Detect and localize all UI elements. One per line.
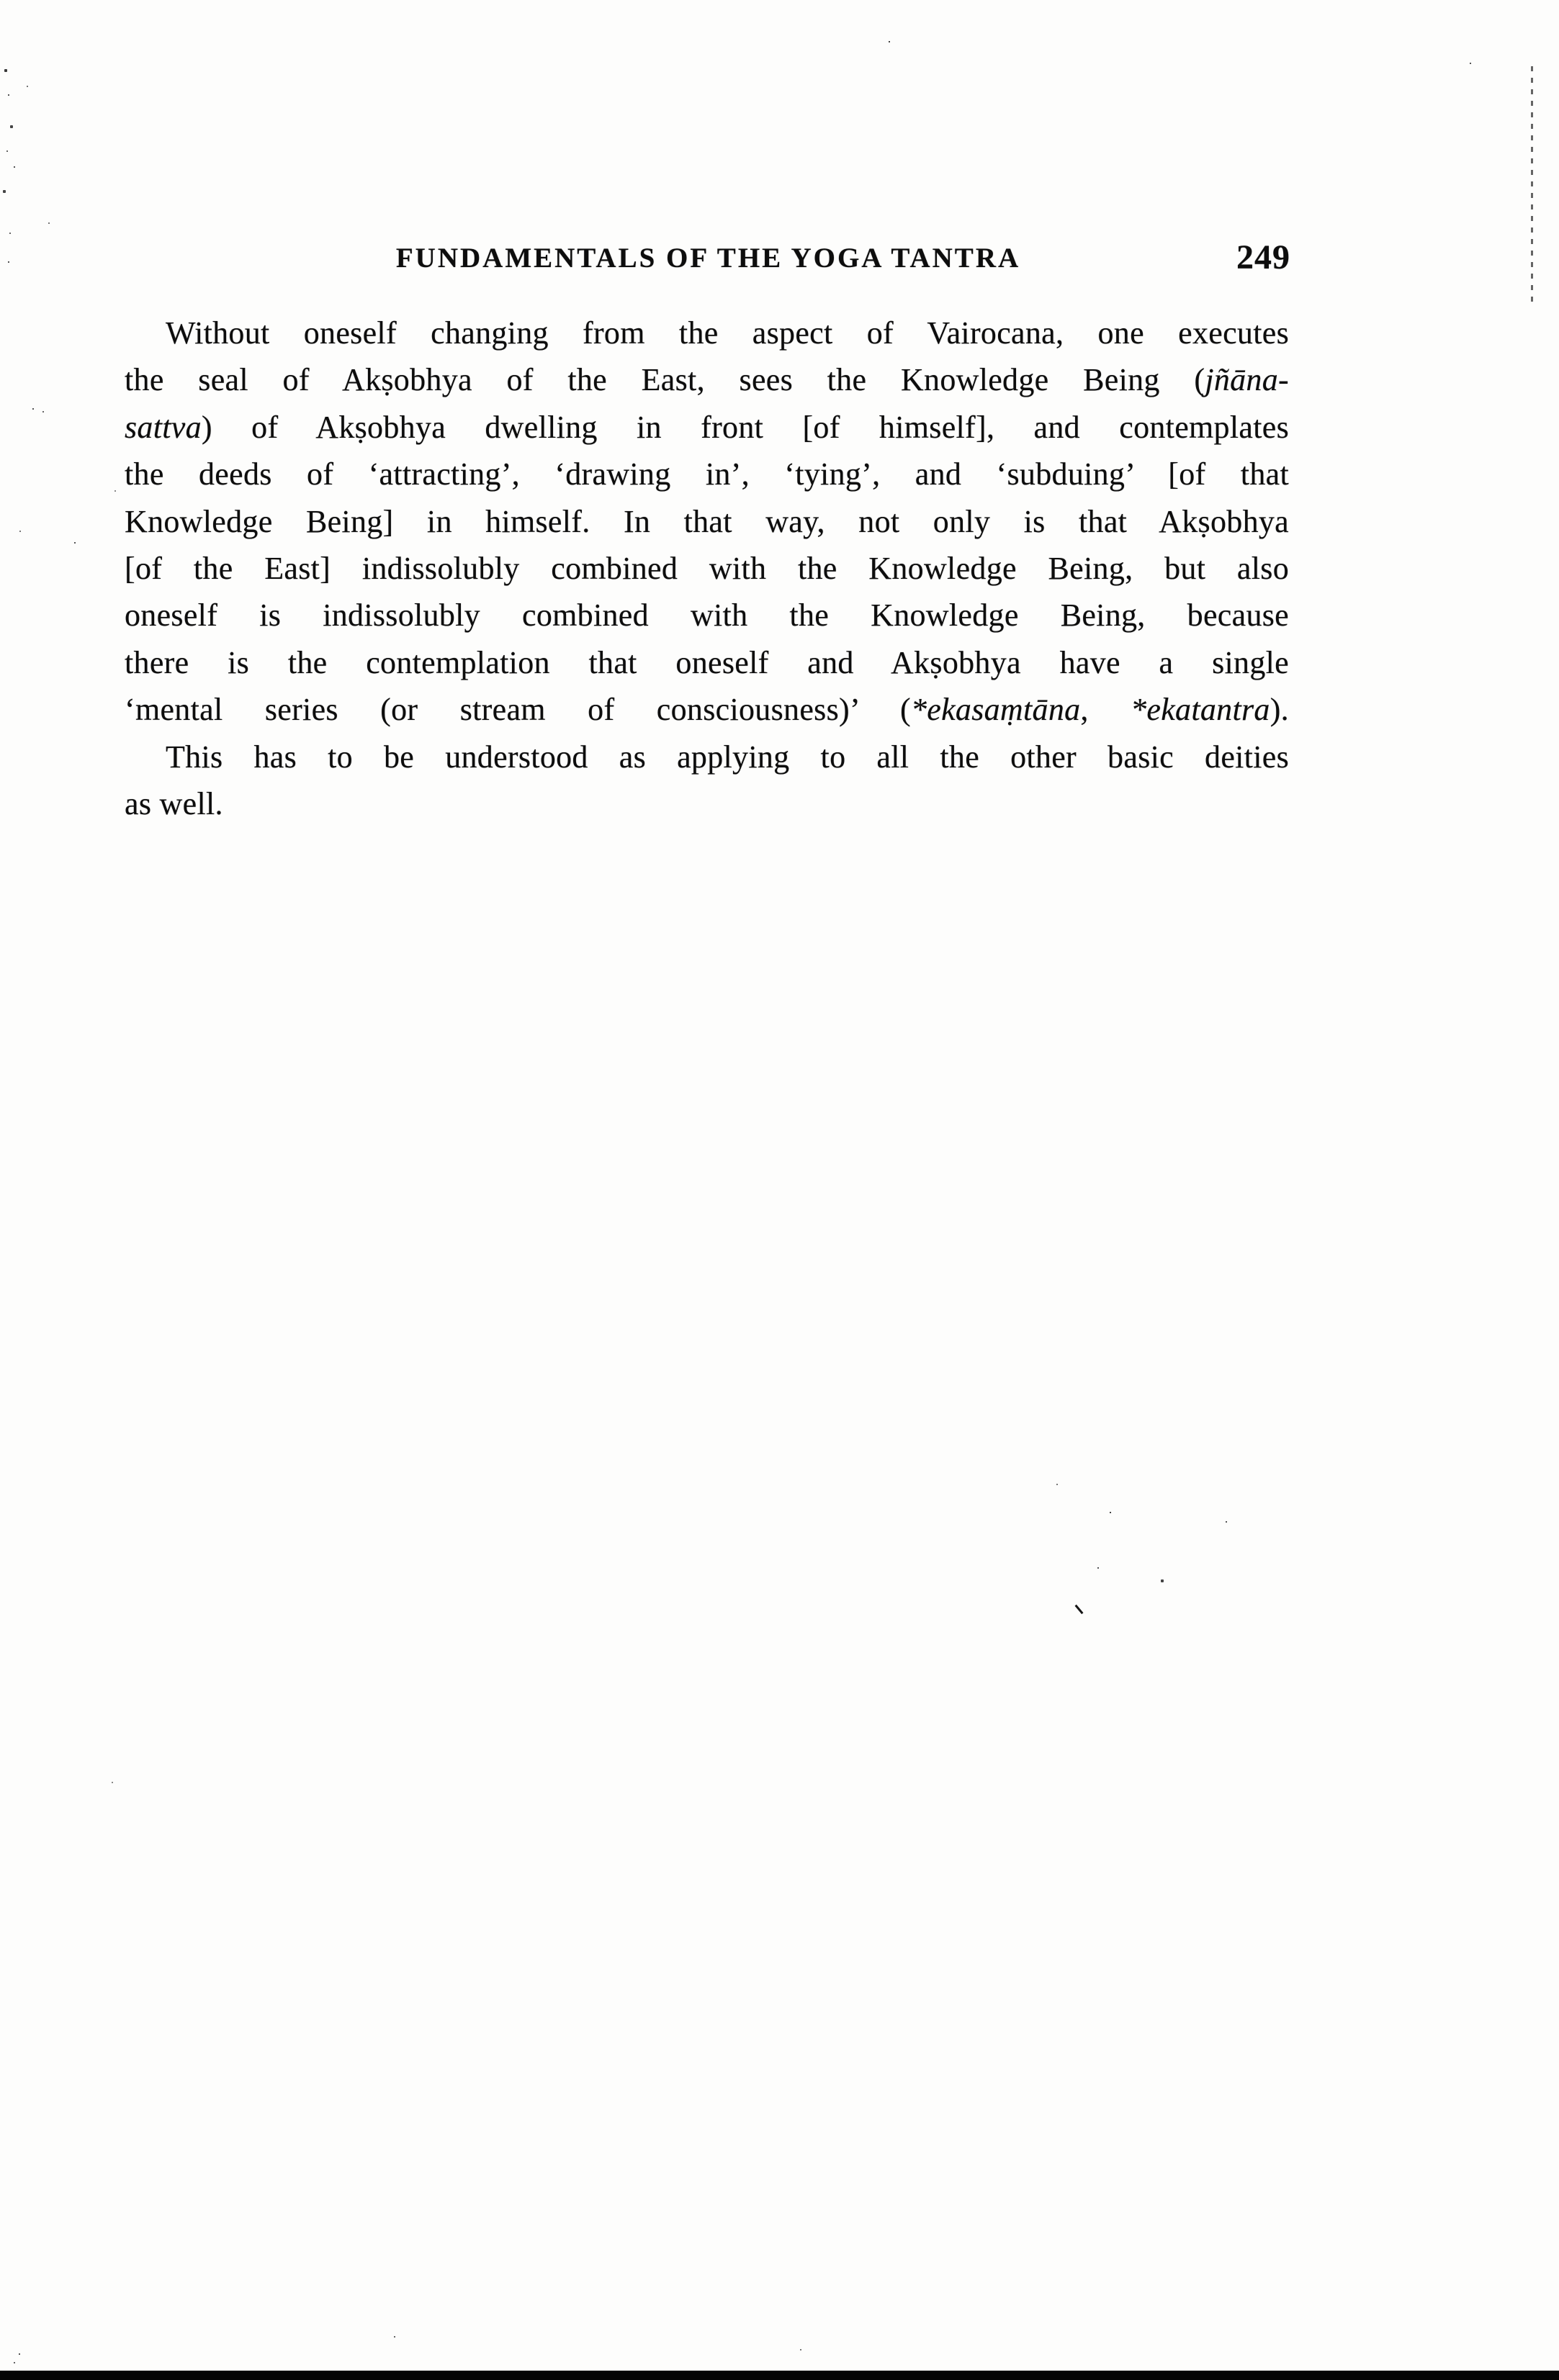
text-line (125, 686, 1289, 733)
text-line (125, 404, 1289, 451)
text-run: the deeds of ‘attracting’, ‘drawing in’, ‘tying’, and ‘subduing’ [of that (125, 456, 1289, 492)
text-run: ‘mental series (or stream of consciousness)’ ( (125, 692, 911, 728)
scan-speckles (4, 69, 7, 72)
italic-text-run: *ekatantra (1131, 692, 1270, 728)
text-block (125, 310, 1289, 827)
text-run: [of the East] indissolubly combined with the Knowledge Being, but also (125, 550, 1289, 586)
text-line (125, 498, 1289, 545)
text-line (125, 592, 1289, 639)
running-head-title: FUNDAMENTALS OF THE YOGA TANTRA (395, 243, 1021, 274)
scan-artifact-slash (1075, 1605, 1084, 1614)
scan-artifact-dashed-line (1531, 66, 1533, 307)
text-run: as well. (125, 785, 223, 821)
running-head (126, 238, 1290, 281)
text-line (125, 639, 1289, 686)
text-run: ). (1270, 692, 1289, 728)
text-run: oneself is indissolubly combined with the Knowledge Being, because (125, 598, 1289, 634)
text-line (125, 310, 1289, 356)
scan-artifact-bottom-bar (0, 2371, 1559, 2380)
text-run: Knowledge Being] in himself. In that way, not only is that Akṣobhya (125, 503, 1289, 539)
text-run: , (1080, 692, 1131, 728)
italic-text-run: sattva (125, 409, 202, 445)
text-run: This has to be understood as applying to all the other basic deities (166, 739, 1289, 775)
text-line (125, 780, 1289, 827)
text-run: there is the contemplation that oneself and Akṣobhya have a single (125, 644, 1289, 680)
page-number: 249 (1236, 238, 1290, 276)
text-run: the seal of Akṣobhya of the East, sees the Knowledge Being ( (125, 362, 1205, 398)
text-line (125, 545, 1289, 592)
text-run: ) of Akṣobhya dwelling in front [of himself], and contemplates (201, 409, 1289, 445)
italic-text-run: jñāna- (1205, 362, 1289, 398)
italic-text-run: *ekasaṃtāna (910, 692, 1081, 728)
text-line (125, 451, 1289, 497)
text-line (125, 734, 1289, 780)
text-run: Without oneself changing from the aspect of Vairocana, one executes (166, 315, 1289, 351)
text-line (125, 356, 1289, 403)
